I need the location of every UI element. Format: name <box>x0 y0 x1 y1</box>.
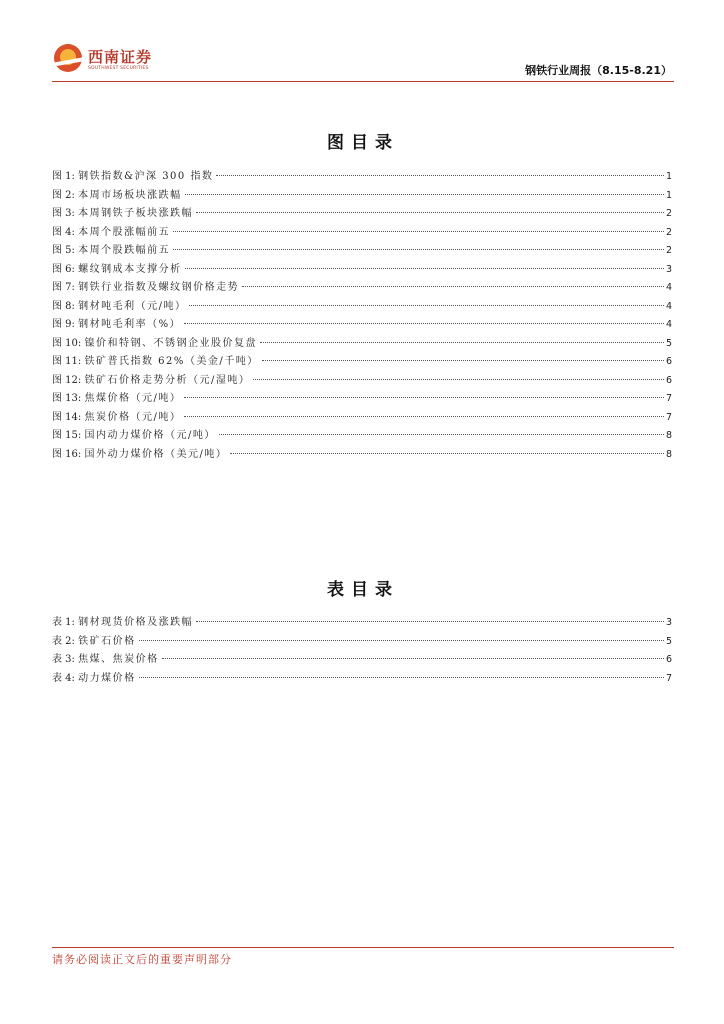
figure-toc-entry[interactable] <box>52 372 672 391</box>
toc-entry-number: 图 14: <box>52 411 82 423</box>
toc-entry-text: 铁矿普氏指数 62%（美金/千吨） <box>84 356 259 367</box>
toc-page-number: 1 <box>665 171 672 182</box>
toc-dot-leader <box>139 677 664 678</box>
tables-toc-title: 表目录 <box>327 580 399 600</box>
toc-dot-leader <box>242 286 664 287</box>
figure-toc-entry[interactable] <box>52 261 672 280</box>
toc-page-number: 2 <box>665 226 672 238</box>
figure-toc-entry[interactable] <box>52 335 672 354</box>
report-title: 钢铁行业周报（8.15-8.21） <box>525 64 672 77</box>
toc-entry-title <box>52 205 195 224</box>
toc-entry-title <box>52 409 183 428</box>
toc-entry-title <box>52 390 183 409</box>
toc-dot-leader <box>196 621 664 622</box>
toc-dot-leader <box>189 305 663 306</box>
toc-dot-leader <box>184 416 664 417</box>
toc-page-number: 6 <box>665 374 672 386</box>
toc-entry-text: 螺纹钢成本支撑分析 <box>78 263 182 275</box>
toc-dot-leader <box>219 434 664 435</box>
toc-entry-number: 图 10: <box>52 337 82 349</box>
toc-dot-leader <box>230 453 664 454</box>
toc-dot-leader <box>173 231 664 232</box>
logo-mark-icon <box>54 44 82 72</box>
toc-entry-text: 钢铁行业指数及螺纹钢价格走势 <box>78 282 240 293</box>
toc-entry-title <box>52 335 259 354</box>
toc-entry-title <box>52 372 252 391</box>
toc-page-number: 7 <box>665 672 672 684</box>
table-toc-entry[interactable] <box>52 651 672 670</box>
toc-dot-leader <box>185 194 664 195</box>
toc-page-number: 4 <box>665 319 672 330</box>
toc-entry-number: 图 1: <box>52 171 75 182</box>
toc-entry-title <box>52 353 261 372</box>
figure-toc-entry[interactable] <box>52 390 672 409</box>
footer-disclaimer-note: 请务必阅读正文后的重要声明部分 <box>52 953 232 966</box>
logo-english-name: SOUTHWEST SECURITIES <box>88 66 149 71</box>
figure-toc-entry[interactable] <box>52 168 672 187</box>
toc-dot-leader <box>262 360 664 361</box>
toc-entry-number: 表 3: <box>52 654 75 665</box>
toc-entry-title <box>52 446 229 465</box>
figure-toc-entry[interactable] <box>52 427 672 446</box>
toc-entry-number: 图 6: <box>52 263 75 275</box>
figure-toc-entry[interactable] <box>52 224 672 243</box>
figure-toc-entry[interactable] <box>52 205 672 224</box>
toc-entry-text: 焦煤价格（元/吨） <box>84 393 182 404</box>
toc-entry-title <box>52 633 138 652</box>
toc-entry-number: 图 16: <box>52 448 82 460</box>
toc-entry-text: 钢材现货价格及涨跌幅 <box>78 617 194 628</box>
figure-toc-entry[interactable] <box>52 279 672 298</box>
company-logo <box>52 42 162 76</box>
toc-entry-text: 国外动力煤价格（美元/吨） <box>84 448 228 460</box>
toc-page-number: 1 <box>665 189 672 201</box>
toc-dot-leader <box>185 268 664 269</box>
tables-toc-list <box>52 614 672 688</box>
toc-dot-leader <box>253 379 664 380</box>
toc-entry-number: 表 2: <box>52 635 75 647</box>
toc-entry-text: 钢材吨毛利（元/吨） <box>78 300 187 312</box>
toc-entry-number: 图 12: <box>52 374 82 386</box>
logo-chinese-name: 西南证券 <box>88 48 153 66</box>
toc-page-number: 7 <box>665 411 672 423</box>
toc-entry-number: 图 13: <box>52 393 82 404</box>
toc-dot-leader <box>139 640 664 641</box>
figure-toc-entry[interactable] <box>52 353 672 372</box>
toc-entry-title <box>52 279 241 298</box>
toc-entry-title <box>52 242 172 261</box>
toc-page-number: 5 <box>665 337 672 349</box>
footer-divider <box>52 947 674 948</box>
toc-entry-number: 图 15: <box>52 430 82 441</box>
toc-dot-leader <box>260 342 664 343</box>
toc-entry-number: 表 4: <box>52 672 75 684</box>
toc-entry-title <box>52 427 218 446</box>
toc-entry-number: 图 7: <box>52 282 75 293</box>
toc-entry-title <box>52 187 184 206</box>
toc-dot-leader <box>162 658 664 659</box>
toc-entry-title <box>52 224 172 243</box>
toc-entry-number: 图 5: <box>52 245 75 256</box>
toc-entry-text: 钢材吨毛利率（%） <box>78 319 182 330</box>
toc-entry-title <box>52 651 161 670</box>
header-divider <box>52 81 674 82</box>
page-header <box>52 40 674 82</box>
toc-entry-title <box>52 614 195 633</box>
toc-entry-number: 图 11: <box>52 356 82 367</box>
figure-toc-entry[interactable] <box>52 316 672 335</box>
figure-toc-entry[interactable] <box>52 187 672 206</box>
toc-dot-leader <box>216 175 663 176</box>
toc-entry-text: 钢铁指数&沪深 300 指数 <box>78 171 214 182</box>
toc-dot-leader <box>184 323 664 324</box>
toc-entry-text: 本周市场板块涨跌幅 <box>78 189 182 201</box>
figure-toc-entry[interactable] <box>52 409 672 428</box>
toc-entry-text: 国内动力煤价格（元/吨） <box>84 430 216 441</box>
figures-toc-list <box>52 168 672 464</box>
toc-entry-text: 动力煤价格 <box>78 672 136 684</box>
table-toc-entry[interactable] <box>52 614 672 633</box>
toc-dot-leader <box>173 249 664 250</box>
toc-dot-leader <box>184 397 664 398</box>
toc-entry-text: 本周个股涨幅前五 <box>78 226 171 238</box>
toc-page-number: 8 <box>665 448 672 460</box>
toc-page-number: 2 <box>665 245 672 256</box>
figure-toc-entry[interactable] <box>52 446 672 465</box>
toc-entry-title <box>52 298 188 317</box>
figure-toc-entry[interactable] <box>52 298 672 317</box>
toc-entry-text: 铁矿石价格走势分析（元/湿吨） <box>84 374 251 386</box>
toc-page-number: 8 <box>665 430 672 441</box>
toc-entry-number: 表 1: <box>52 617 75 628</box>
toc-dot-leader <box>196 212 664 213</box>
toc-page-number: 6 <box>665 356 672 367</box>
table-toc-entry[interactable] <box>52 633 672 652</box>
toc-entry-title <box>52 670 138 689</box>
toc-entry-number: 图 9: <box>52 319 75 330</box>
toc-entry-text: 本周个股跌幅前五 <box>78 245 171 256</box>
toc-page-number: 5 <box>665 635 672 647</box>
toc-entry-text: 焦炭价格（元/吨） <box>84 411 182 423</box>
toc-entry-text: 铁矿石价格 <box>78 635 136 647</box>
toc-entry-text: 焦煤、焦炭价格 <box>78 654 159 665</box>
toc-entry-text: 本周钢铁子板块涨跌幅 <box>78 208 194 219</box>
table-toc-entry[interactable] <box>52 670 672 689</box>
toc-page-number: 3 <box>665 617 672 628</box>
toc-page-number: 6 <box>665 654 672 665</box>
toc-entry-title <box>52 316 183 335</box>
figure-toc-entry[interactable] <box>52 242 672 261</box>
toc-entry-number: 图 3: <box>52 208 75 219</box>
toc-entry-title <box>52 168 215 187</box>
toc-page-number: 7 <box>665 393 672 404</box>
toc-page-number: 2 <box>665 208 672 219</box>
toc-entry-text: 镍价和特钢、不锈钢企业股价复盘 <box>84 337 257 349</box>
toc-entry-number: 图 8: <box>52 300 75 312</box>
toc-page-number: 4 <box>665 282 672 293</box>
toc-page-number: 4 <box>665 300 672 312</box>
toc-entry-number: 图 2: <box>52 189 75 201</box>
toc-page-number: 3 <box>665 263 672 275</box>
toc-entry-number: 图 4: <box>52 226 75 238</box>
toc-entry-title <box>52 261 184 280</box>
figures-toc-title: 图目录 <box>327 133 399 153</box>
